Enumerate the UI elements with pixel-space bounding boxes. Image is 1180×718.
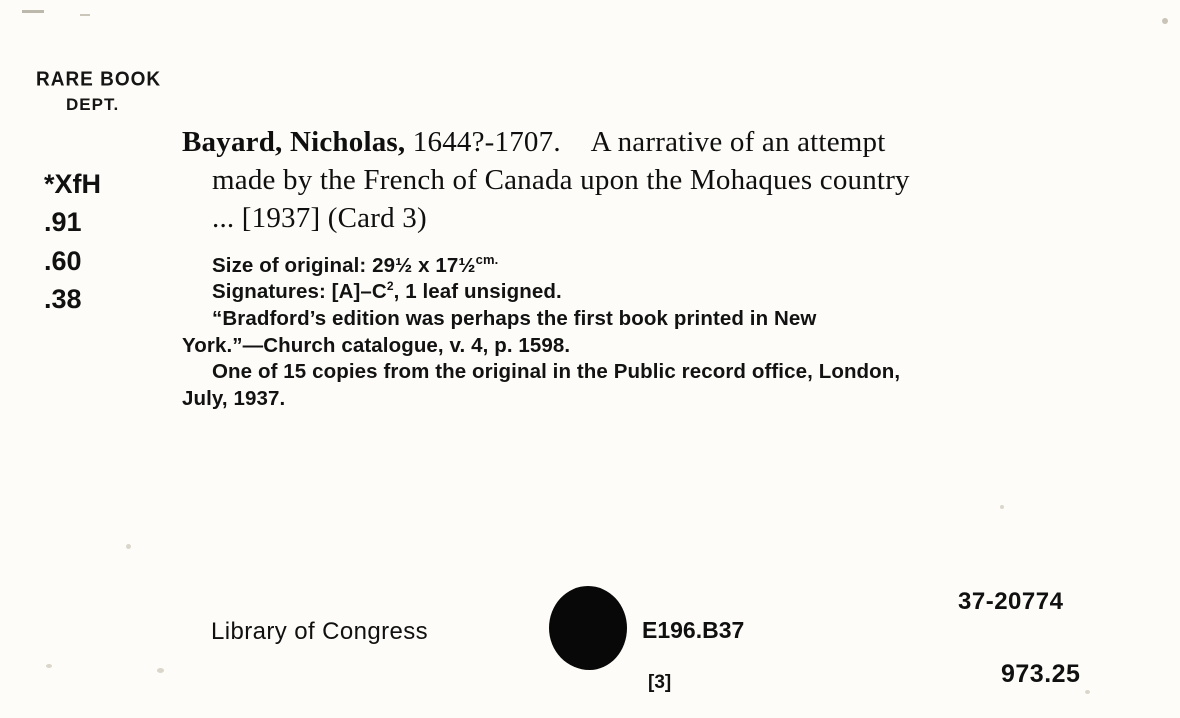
note-size-unit: cm.	[475, 251, 499, 267]
author-dates: 1644?-1707.	[412, 126, 561, 158]
library-of-congress-label: Library of Congress	[211, 618, 429, 645]
copy-marker: [3]	[648, 672, 672, 693]
note-size-value: 29½ x 17½	[372, 253, 476, 277]
note-signatures-value-a: [A]–C	[331, 280, 387, 304]
paper-speck	[46, 664, 52, 668]
note-quote-line-1: “Bradford’s edition was perhaps the first book printed in New	[212, 307, 817, 331]
note-signatures-superscript: 2	[386, 279, 394, 294]
author-name: Bayard, Nicholas,	[182, 126, 406, 158]
title-line-1: A narrative of an attempt	[590, 126, 886, 158]
paper-speck	[1000, 505, 1004, 509]
note-signatures-label: Signatures:	[212, 280, 326, 304]
call-number-line: .60	[44, 245, 82, 276]
notes-block	[182, 252, 1122, 413]
paper-speck	[157, 668, 164, 673]
paper-edge-mark	[80, 14, 90, 16]
stamp-line-1: RARE BOOK	[36, 68, 162, 91]
class-number: E196.B37	[642, 617, 745, 643]
paper-speck	[126, 544, 131, 549]
note-size	[182, 252, 1122, 279]
main-heading	[182, 124, 1122, 238]
note-size-label: Size of original:	[212, 253, 367, 277]
call-number-line: .91	[44, 207, 82, 238]
paper-edge-mark	[1162, 18, 1168, 24]
title-line-3: ... [1937] (Card 3)	[212, 201, 427, 234]
card-number: 37-20774	[958, 588, 1064, 615]
ink-blot-mark	[549, 586, 627, 670]
note-copies-line-1: One of 15 copies from the original in the Public record office, London,	[212, 360, 901, 384]
paper-edge-mark	[22, 10, 44, 13]
note-copies-line-2: July, 1937.	[182, 386, 286, 410]
stamp-line-2: DEPT.	[66, 94, 120, 114]
rare-book-stamp	[36, 68, 161, 115]
call-number-block	[44, 165, 101, 318]
call-number-line: .38	[44, 283, 82, 314]
note-signatures	[182, 279, 1122, 306]
note-signatures-value-b: , 1 leaf unsigned.	[393, 280, 562, 304]
title-line-2: made by the French of Canada upon the Mohaques country	[212, 163, 910, 196]
call-number-line: *XfH	[44, 169, 102, 199]
paper-speck	[1085, 690, 1090, 694]
dewey-number: 973.25	[1001, 660, 1081, 688]
note-quote-line-2: York.”—Church catalogue, v. 4, p. 1598.	[182, 333, 571, 357]
catalog-entry	[182, 124, 1122, 413]
